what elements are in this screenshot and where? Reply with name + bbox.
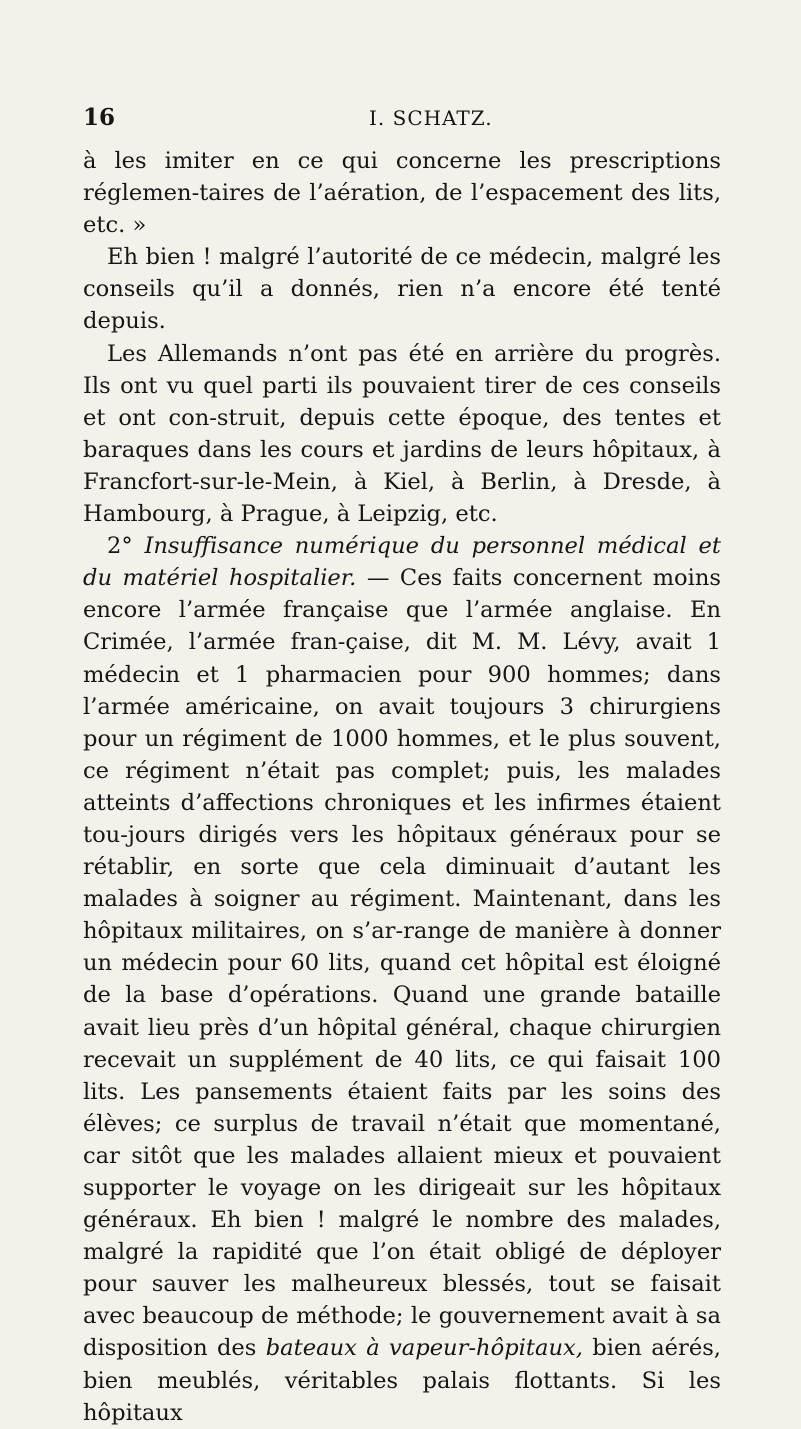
paragraph-2: Eh bien ! malgré l’autorité de ce médecin, malgré les conseils qu’il a donnés, rien n’a encore été tenté depuis. — [83, 244, 721, 335]
section-number: 2° — [107, 533, 133, 560]
paragraph-4-body: — Ces faits concernent moins encore l’armée française que l’armée anglaise. En Crimée, l’armée fran-çaise, dit M. M. Lévy, avait 1 médecin et 1 pharmacien pour 900 hommes; dans l’armée américaine, on avait toujours 3 chirurgiens pour un régiment de 1000 hommes, et le plus souvent, ce régiment n’était pas complet; puis, les malades atteints d’affections chroniques et les infirmes étaient tou-jours dirigés vers les hôpitaux généraux pour se rétablir, en sorte que cela diminuait d’autant les malades à soigner au régiment. Maintenant, dans les hôpitaux militaires, on s’ar-range de manière à donner un médecin pour 60 lits, quand cet hôpital est éloigné de la base d’opérations. Quand une grande bataille avait lieu près d’un hôpital général, chaque chirurgien recevait un supplément de 40 lits, ce qui faisait 100 lits. Les pansements étaient faits par les soins des élèves; ce surplus de travail n’était que momentané, car sitôt que les malades allaient mieux et pouvaient supporter le voyage on les dirigeait sur les hôpitaux généraux. Eh bien ! malgré le nombre des malades, malgré la rapidité que l’on était obligé de déployer pour sauver les malheureux blessés, tout se faisait avec beaucoup de méthode; le gouvernement avait à sa disposition des — [83, 565, 721, 1362]
running-header — [83, 103, 723, 133]
paragraph-3: Les Allemands n’ont pas été en arrière du progrès. Ils ont vu quel parti ils pouvaient tirer de ces conseils et ont con-struit, depuis cette époque, des tentes et baraques dans les cours et jardins de leurs hôpitaux, à Francfort-sur-le-Mein, à Kiel, à Berlin, à Dresde, à Hambourg, à Prague, à Leipzig, etc. — [83, 340, 721, 528]
section-heading: Insuffisance numérique du personnel médical et du matériel hospitalier. — [83, 533, 721, 592]
running-title: I. SCHATZ. — [369, 106, 493, 130]
paragraph-4-tail: bien aérés, bien meublés, véritables palais flottants. Si les hôpitaux — [83, 1335, 721, 1426]
body-text — [83, 145, 721, 1429]
paragraph-4 — [83, 530, 721, 1429]
page-number: 16 — [83, 104, 116, 131]
italic-term: bateaux à vapeur-hôpitaux, — [265, 1335, 583, 1362]
paragraph-1: à les imiter en ce qui concerne les prescriptions réglemen-taires de l’aération, de l’espacement des lits, etc. » — [83, 148, 721, 239]
